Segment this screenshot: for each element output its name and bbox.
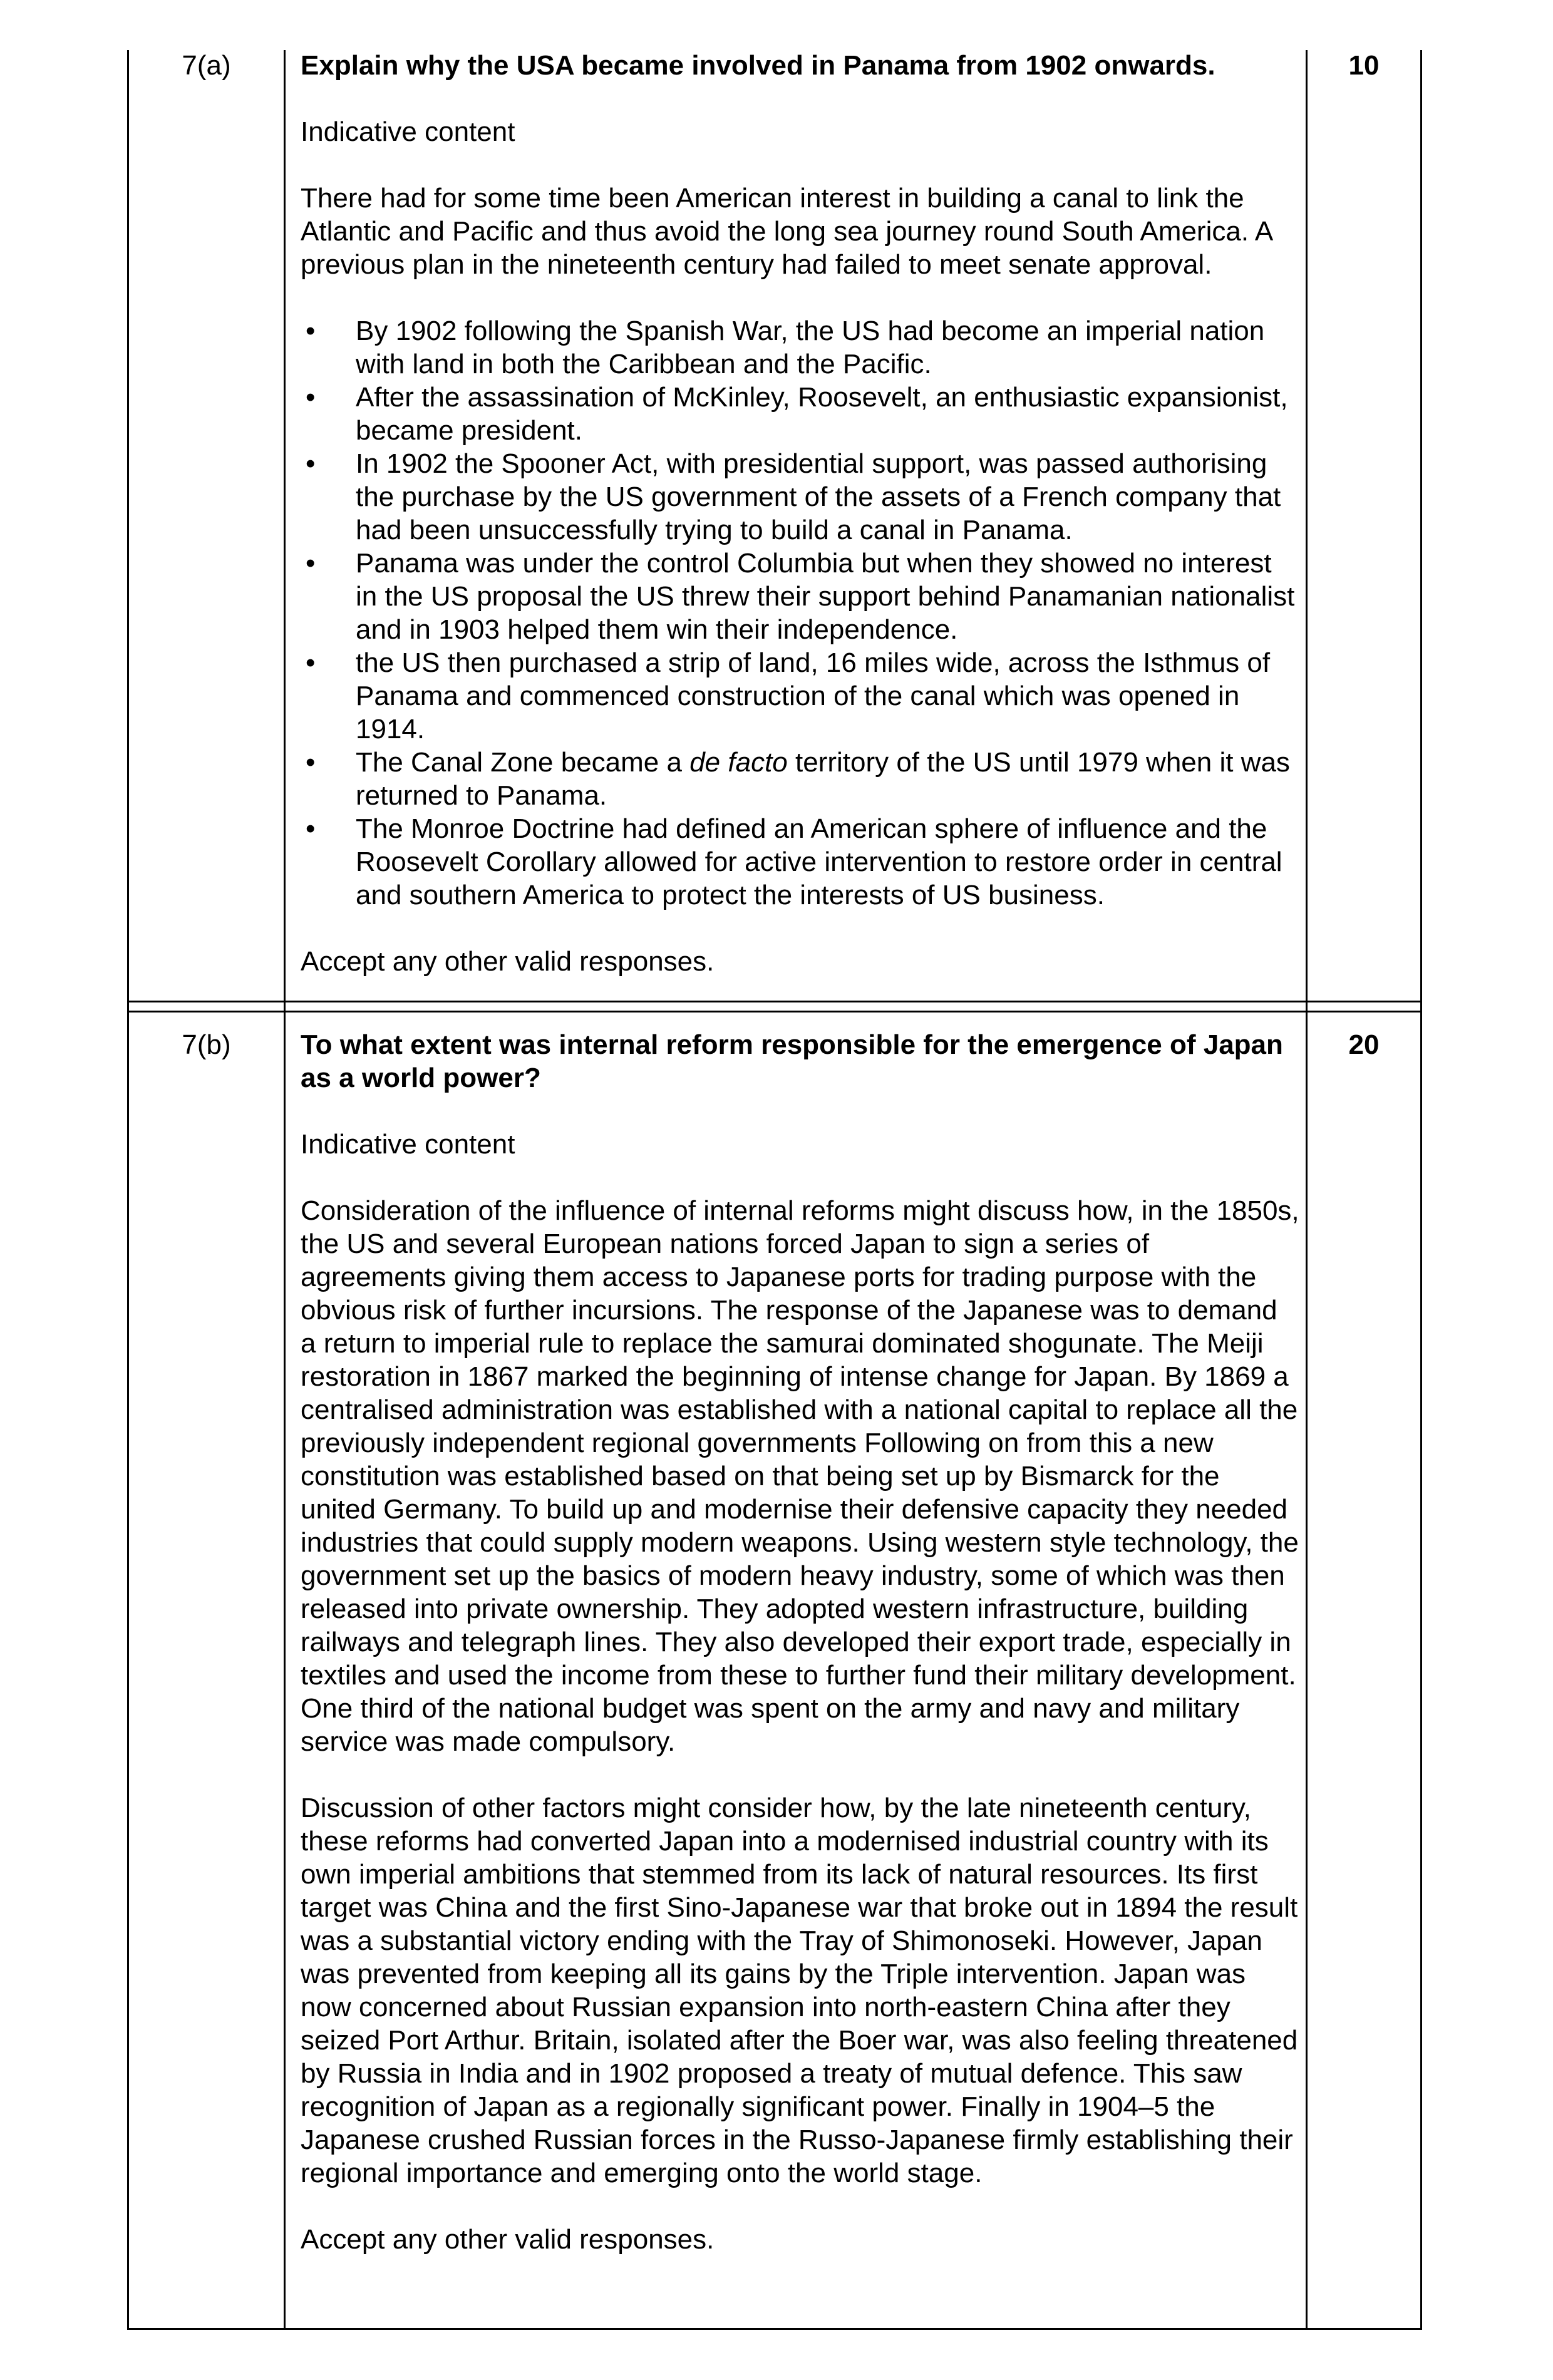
table-bottom-border [127, 2328, 1422, 2330]
bullet-list-7a [301, 314, 1299, 912]
answer-cell-7a [301, 49, 1299, 978]
bullet-icon: • [306, 647, 316, 678]
bullet-icon: • [306, 813, 316, 844]
question-number-7a: 7(a) [182, 50, 231, 81]
indicative-content-heading-7b: Indicative content [301, 1129, 515, 1160]
bullet-icon: • [306, 548, 316, 579]
bullet-item: • the US then purchased a strip of land, 16 miles wide, across the Isthmus of Panama and commenced construction of the canal which was opened in 1914. [306, 647, 1271, 744]
bullet-item: • The Canal Zone became a de facto territory of the US until 1979 when it was returned to Panama. [306, 747, 1290, 811]
indicative-content-heading-7a: Indicative content [301, 116, 515, 147]
question-number-7b: 7(b) [182, 1029, 231, 1060]
bullet-item: • After the assassination of McKinley, Roosevelt, an enthusiastic expansionist, became president. [306, 382, 1288, 446]
table-column-divider-1 [284, 50, 286, 2330]
question-text-7a: Explain why the USA became involved in Panama from 1902 onwards. [301, 50, 1215, 81]
row-separator-top [127, 1001, 1422, 1002]
accept-note-7a: Accept any other valid responses. [301, 946, 715, 977]
table-right-border [1420, 50, 1422, 2330]
other-factors-paragraph-7b: Discussion of other factors might consider how, by the late nineteenth century, these reforms had converted Japan into a modernised industrial country with its own imperial ambitions that stemmed from its lack of natural resources. Its first target was China and the first Sino-Japanese war that broke out in 1894 the result was a substantial victory ending with the Tray of Shimonoseki. However, Japan was prevented from keeping all its gains by the Triple intervention. Japan was now concerned about Russian expansion into north-eastern China after they seized Port Arthur. Britain, isolated after the Boer war, was also feeling threatened by Russia in India and in 1902 proposed a treaty of mutual defence. This saw recognition of Japan as a regionally significant power. Finally in 1904–5 the Japanese crushed Russian forces in the Russo-Japanese firmly establishing their regional importance and emerging onto the world stage. [301, 1793, 1298, 2188]
bullet-icon: • [306, 448, 316, 479]
bullet-icon: • [306, 747, 316, 778]
bullet-item: • In 1902 the Spooner Act, with presidential support, was passed authorising the purchase by the US government of the assets of a French company that had been unsuccessfully trying to build a canal in Panama. [306, 448, 1281, 545]
bullet-item: • By 1902 following the Spanish War, the US had become an imperial nation with land in both the Caribbean and the Pacific. [306, 316, 1265, 379]
bullet-icon: • [306, 382, 316, 413]
marks-7b: 20 [1348, 1029, 1380, 1060]
row-separator-bottom [127, 1011, 1422, 1012]
bullet-item: • Panama was under the control Columbia but when they showed no interest in the US proposal the US threw their support behind Panamanian nationalist and in 1903 helped them win their independence. [306, 548, 1295, 645]
marks-7a: 10 [1348, 50, 1380, 81]
answer-cell-7b [301, 1028, 1299, 2256]
bullet-item: • The Monroe Doctrine had defined an American sphere of influence and the Roosevelt Corollary allowed for active intervention to restore order in central and southern America to protect the interests of US business. [306, 813, 1282, 910]
table-left-border [127, 50, 129, 2330]
internal-reforms-paragraph-7b: Consideration of the influence of internal reforms might discuss how, in the 1850s, the US and several European nations forced Japan to sign a series of agreements giving them access to Japanese ports for trading purpose with the obvious risk of further incursions. The response of the Japanese was to demand a return to imperial rule to replace the samurai dominated shogunate. The Meiji restoration in 1867 marked the beginning of intense change for Japan. By 1869 a centralised administration was established with a national capital to replace all the previously independent regional governments Following on from this a new constitution was established based on that being set up by Bismarck for the united Germany. To build up and modernise their defensive capacity they needed industries that could supply modern weapons. Using western style technology, the government set up the basics of modern heavy industry, some of which was then released into private ownership. They adopted western infrastructure, building railways and telegraph lines. They also developed their export trade, especially in textiles and used the income from these to further fund their military development. One third of the national budget was spent on the army and navy and military service was made compulsory. [301, 1195, 1299, 1757]
accept-note-7b: Accept any other valid responses. [301, 2224, 715, 2255]
intro-paragraph-7a: There had for some time been American interest in building a canal to link the Atlantic and Pacific and thus avoid the long sea journey round South America. A previous plan in the nineteenth century had failed to meet senate approval. [301, 183, 1272, 280]
question-text-7b: To what extent was internal reform responsible for the emergence of Japan as a world power? [301, 1029, 1283, 1093]
bullet-icon: • [306, 316, 316, 346]
table-column-divider-2 [1306, 50, 1308, 2330]
